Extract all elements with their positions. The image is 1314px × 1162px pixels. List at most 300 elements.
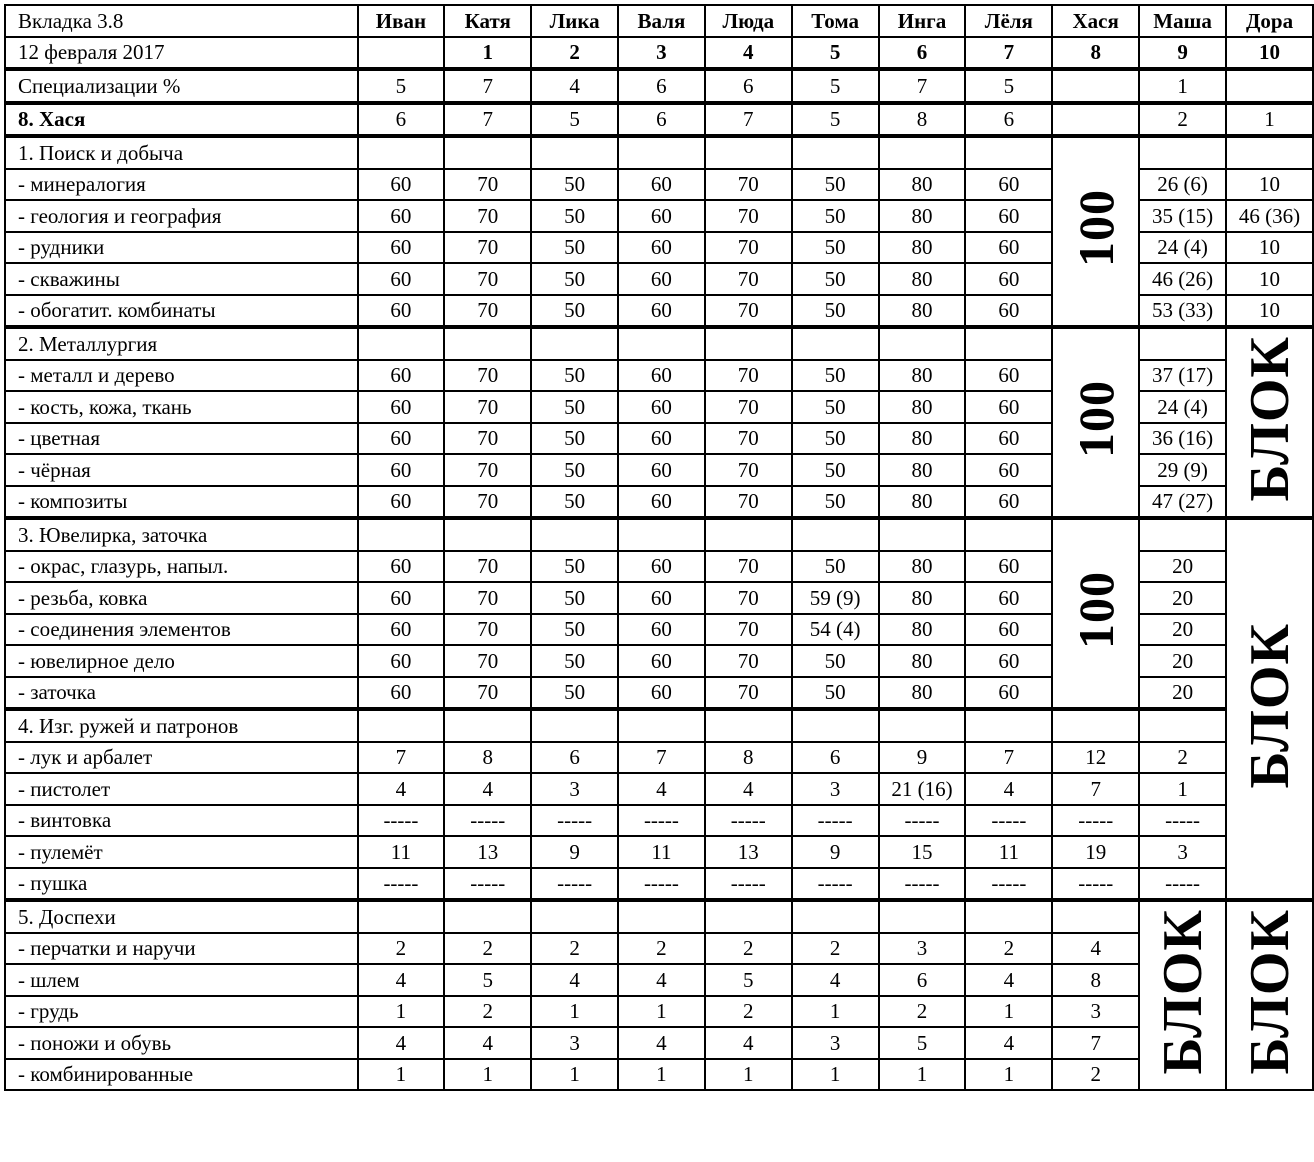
value-cell: 60 — [965, 169, 1052, 201]
table-row — [5, 964, 1313, 996]
table-row — [5, 69, 1313, 103]
value-cell: 5 — [531, 103, 618, 137]
value-cell — [618, 327, 705, 360]
value-cell: 70 — [705, 295, 792, 328]
value-cell: 6 — [965, 103, 1052, 137]
value-cell: 2 — [1139, 742, 1226, 774]
value-cell: 70 — [705, 360, 792, 392]
value-cell — [879, 327, 966, 360]
value-cell: 4 — [965, 964, 1052, 996]
value-cell: 8 — [705, 742, 792, 774]
value-cell — [792, 518, 879, 551]
value-cell: 80 — [879, 582, 966, 614]
row-label: - кость, кожа, ткань — [5, 391, 358, 423]
value-cell: 4 — [965, 1027, 1052, 1059]
value-cell: 3 — [1052, 996, 1139, 1028]
section-title: 5. Доспехи — [5, 900, 358, 933]
value-cell: 60 — [965, 645, 1052, 677]
value-cell: 1 — [792, 1059, 879, 1091]
value-cell: 70 — [705, 232, 792, 264]
value-cell — [792, 327, 879, 360]
value-cell: 7 — [358, 742, 445, 774]
value-cell: 1 — [618, 1059, 705, 1091]
row-label: - минералогия — [5, 169, 358, 201]
value-cell: 50 — [792, 169, 879, 201]
value-cell: ----- — [531, 805, 618, 837]
value-cell: 36 (16) — [1139, 423, 1226, 455]
value-cell: 7 — [1052, 1027, 1139, 1059]
value-cell: 50 — [531, 232, 618, 264]
value-cell: 4 — [444, 773, 531, 805]
value-cell: 4 — [618, 1027, 705, 1059]
row-label: - грудь — [5, 996, 358, 1028]
dora-block-text: БЛОК — [1238, 909, 1301, 1075]
row-label: - винтовка — [5, 805, 358, 837]
value-cell: 1 — [358, 996, 445, 1028]
value-cell: 80 — [879, 614, 966, 646]
value-cell: 21 (16) — [879, 773, 966, 805]
value-cell: ----- — [1139, 805, 1226, 837]
value-cell: 4 — [1052, 933, 1139, 965]
value-cell: ----- — [879, 805, 966, 837]
value-cell: 60 — [618, 423, 705, 455]
value-cell: 29 (9) — [1139, 454, 1226, 486]
value-cell: 1 — [965, 996, 1052, 1028]
value-cell: 50 — [531, 200, 618, 232]
value-cell — [531, 136, 618, 169]
value-cell: 7 — [444, 103, 531, 137]
value-cell: 70 — [705, 645, 792, 677]
value-cell: 70 — [705, 263, 792, 295]
value-cell: 50 — [792, 486, 879, 519]
value-cell: 3 — [879, 933, 966, 965]
value-cell: ----- — [1052, 868, 1139, 901]
value-cell: 20 — [1139, 582, 1226, 614]
value-cell: 60 — [618, 614, 705, 646]
value-cell: 50 — [531, 551, 618, 583]
value-cell: 80 — [879, 169, 966, 201]
row-label: - чёрная — [5, 454, 358, 486]
value-cell: 50 — [531, 360, 618, 392]
value-cell: 60 — [965, 200, 1052, 232]
value-cell — [531, 900, 618, 933]
table-row — [5, 742, 1313, 774]
value-cell: 60 — [358, 295, 445, 328]
value-cell — [879, 900, 966, 933]
row-label: Специализации % — [5, 69, 358, 103]
value-cell: ----- — [965, 868, 1052, 901]
value-cell: 80 — [879, 645, 966, 677]
value-cell: 53 (33) — [1139, 295, 1226, 328]
value-cell — [965, 900, 1052, 933]
table-row — [5, 5, 1313, 37]
table-row — [5, 900, 1313, 933]
value-cell: 80 — [879, 391, 966, 423]
value-cell: 4 — [705, 1027, 792, 1059]
column-header-number: 8 — [1052, 37, 1139, 70]
value-cell — [705, 327, 792, 360]
value-cell: 1 — [965, 1059, 1052, 1091]
value-cell: 70 — [444, 360, 531, 392]
value-cell: 50 — [792, 360, 879, 392]
value-cell: 50 — [792, 423, 879, 455]
column-header-name: Катя — [444, 5, 531, 37]
value-cell: 13 — [444, 836, 531, 868]
value-cell: 2 — [1052, 1059, 1139, 1091]
value-cell — [792, 900, 879, 933]
value-cell: 11 — [358, 836, 445, 868]
value-cell — [444, 136, 531, 169]
table-row — [5, 1027, 1313, 1059]
value-cell: 50 — [792, 454, 879, 486]
column-header-number: 7 — [965, 37, 1052, 70]
value-cell: ----- — [358, 805, 445, 837]
value-cell: 70 — [705, 169, 792, 201]
value-cell: ----- — [705, 868, 792, 901]
value-cell: 13 — [705, 836, 792, 868]
value-cell: 4 — [444, 1027, 531, 1059]
value-cell: 20 — [1139, 551, 1226, 583]
value-cell: 8 — [879, 103, 966, 137]
value-cell — [705, 900, 792, 933]
value-cell: 1 — [1226, 103, 1313, 137]
value-cell: 12 — [1052, 742, 1139, 774]
value-cell: 2 — [965, 933, 1052, 965]
value-cell — [444, 518, 531, 551]
value-cell: 50 — [792, 295, 879, 328]
value-cell: 80 — [879, 295, 966, 328]
value-cell: 5 — [879, 1027, 966, 1059]
row-label: - обогатит. комбинаты — [5, 295, 358, 328]
value-cell: 7 — [618, 742, 705, 774]
value-cell — [1139, 709, 1226, 742]
value-cell: 10 — [1226, 295, 1313, 328]
column-header-name: Дора — [1226, 5, 1313, 37]
row-label: - шлем — [5, 964, 358, 996]
value-cell: 4 — [358, 773, 445, 805]
value-cell: 10 — [1226, 169, 1313, 201]
dora-block-text: БЛОК — [1238, 336, 1301, 502]
value-cell: 70 — [705, 486, 792, 519]
value-cell: 60 — [358, 169, 445, 201]
value-cell: 2 — [705, 996, 792, 1028]
value-cell — [531, 709, 618, 742]
value-cell: 70 — [444, 232, 531, 264]
value-cell: 60 — [618, 200, 705, 232]
value-cell — [531, 327, 618, 360]
value-cell: 50 — [531, 423, 618, 455]
value-cell — [444, 900, 531, 933]
value-cell — [1226, 136, 1313, 169]
masha-block — [1139, 900, 1226, 1090]
value-cell: 10 — [1226, 232, 1313, 264]
value-cell: 50 — [792, 551, 879, 583]
section-title: 1. Поиск и добыча — [5, 136, 358, 169]
column-header-name: Тома — [792, 5, 879, 37]
value-cell: ----- — [444, 805, 531, 837]
row-label: - пистолет — [5, 773, 358, 805]
value-cell: 7 — [1052, 773, 1139, 805]
value-cell: 50 — [792, 200, 879, 232]
value-cell: 59 (9) — [792, 582, 879, 614]
value-cell: 80 — [879, 454, 966, 486]
value-cell — [965, 709, 1052, 742]
value-cell: 4 — [358, 1027, 445, 1059]
value-cell: 70 — [444, 486, 531, 519]
row-label: 8. Хася — [5, 103, 358, 137]
value-cell: 7 — [965, 742, 1052, 774]
value-cell: 8 — [1052, 964, 1139, 996]
value-cell: 9 — [879, 742, 966, 774]
value-cell: 80 — [879, 360, 966, 392]
value-cell: 50 — [792, 645, 879, 677]
value-cell — [965, 518, 1052, 551]
value-cell: 60 — [358, 582, 445, 614]
value-cell: 60 — [358, 423, 445, 455]
value-cell — [705, 136, 792, 169]
value-cell: 70 — [705, 423, 792, 455]
section-title: 4. Изг. ружей и патронов — [5, 709, 358, 742]
value-cell — [879, 709, 966, 742]
value-cell: 6 — [705, 69, 792, 103]
value-cell: 60 — [618, 360, 705, 392]
row-label: - резьба, ковка — [5, 582, 358, 614]
table-row — [5, 518, 1313, 551]
value-cell: 60 — [965, 551, 1052, 583]
value-cell: 70 — [444, 295, 531, 328]
value-cell: 50 — [531, 614, 618, 646]
value-cell: 60 — [965, 677, 1052, 710]
value-cell: ----- — [1139, 868, 1226, 901]
row-label: - окрас, глазурь, напыл. — [5, 551, 358, 583]
row-label: - поножи и обувь — [5, 1027, 358, 1059]
column-header-name: Хася — [1052, 5, 1139, 37]
value-cell: 60 — [965, 486, 1052, 519]
column-header-number: 2 — [531, 37, 618, 70]
value-cell: 9 — [792, 836, 879, 868]
value-cell: 10 — [1226, 263, 1313, 295]
value-cell — [618, 518, 705, 551]
value-cell: ----- — [965, 805, 1052, 837]
value-cell: 70 — [444, 582, 531, 614]
value-cell: 50 — [792, 263, 879, 295]
row-label: - перчатки и наручи — [5, 933, 358, 965]
value-cell — [1226, 69, 1313, 103]
value-cell — [618, 136, 705, 169]
row-label: - скважины — [5, 263, 358, 295]
value-cell: 2 — [444, 933, 531, 965]
value-cell: ----- — [444, 868, 531, 901]
table-row — [5, 327, 1313, 360]
row-label: - лук и арбалет — [5, 742, 358, 774]
value-cell — [1052, 103, 1139, 137]
value-cell: 70 — [705, 582, 792, 614]
value-cell: 70 — [444, 200, 531, 232]
value-cell: 60 — [618, 454, 705, 486]
value-cell: 3 — [1139, 836, 1226, 868]
value-cell: 70 — [705, 614, 792, 646]
value-cell: 80 — [879, 423, 966, 455]
row-label: - пушка — [5, 868, 358, 901]
value-cell — [618, 900, 705, 933]
value-cell — [618, 709, 705, 742]
column-header-number: 10 — [1226, 37, 1313, 70]
table-row — [5, 805, 1313, 837]
value-cell: 2 — [792, 933, 879, 965]
value-cell: 70 — [444, 614, 531, 646]
row-label: - ювелирное дело — [5, 645, 358, 677]
value-cell: 4 — [531, 69, 618, 103]
value-cell: 1 — [531, 1059, 618, 1091]
value-cell: 9 — [531, 836, 618, 868]
value-cell: 60 — [965, 360, 1052, 392]
value-cell — [358, 136, 445, 169]
table-row — [5, 37, 1313, 70]
value-cell: 3 — [792, 773, 879, 805]
value-cell: 60 — [618, 677, 705, 710]
row-label: - соединения элементов — [5, 614, 358, 646]
value-cell: 70 — [705, 677, 792, 710]
value-cell: 5 — [705, 964, 792, 996]
table-row — [5, 136, 1313, 169]
value-cell: 50 — [531, 454, 618, 486]
value-cell: 60 — [618, 486, 705, 519]
value-cell — [792, 709, 879, 742]
value-cell: ----- — [1052, 805, 1139, 837]
value-cell: 70 — [444, 551, 531, 583]
value-cell: 80 — [879, 486, 966, 519]
value-cell: 50 — [531, 295, 618, 328]
value-cell: 50 — [531, 391, 618, 423]
value-cell: 60 — [358, 232, 445, 264]
column-header-name: Валя — [618, 5, 705, 37]
value-cell: 80 — [879, 200, 966, 232]
column-header-name: Люда — [705, 5, 792, 37]
value-cell: 50 — [531, 677, 618, 710]
value-cell: 4 — [618, 964, 705, 996]
row-label: - металл и дерево — [5, 360, 358, 392]
value-cell: 20 — [1139, 677, 1226, 710]
value-cell: ----- — [618, 868, 705, 901]
masha-block-text: БЛОК — [1151, 909, 1214, 1075]
value-cell: 80 — [879, 551, 966, 583]
specialization-table — [4, 4, 1314, 1091]
dora-block-text: БЛОК — [1238, 622, 1301, 789]
value-cell: 1 — [705, 1059, 792, 1091]
value-cell — [358, 709, 445, 742]
row-label: - рудники — [5, 232, 358, 264]
table-row — [5, 709, 1313, 742]
value-cell: 60 — [618, 582, 705, 614]
value-cell: 60 — [965, 614, 1052, 646]
value-cell: 1 — [792, 996, 879, 1028]
value-cell — [358, 518, 445, 551]
value-cell: 60 — [965, 423, 1052, 455]
value-cell: 54 (4) — [792, 614, 879, 646]
value-cell: 1 — [444, 1059, 531, 1091]
value-cell — [1052, 709, 1139, 742]
value-cell: 60 — [618, 645, 705, 677]
hasya-total-text: 100 — [1067, 189, 1124, 267]
value-cell: 60 — [358, 486, 445, 519]
value-cell — [705, 518, 792, 551]
hasya-total-text: 100 — [1067, 380, 1124, 458]
value-cell: 70 — [705, 551, 792, 583]
value-cell: 6 — [618, 69, 705, 103]
value-cell — [1139, 518, 1226, 551]
value-cell: 37 (17) — [1139, 360, 1226, 392]
table-row — [5, 996, 1313, 1028]
value-cell: 7 — [705, 103, 792, 137]
dora-block — [1226, 518, 1313, 900]
value-cell: 24 (4) — [1139, 391, 1226, 423]
value-cell: 60 — [358, 391, 445, 423]
value-cell: 24 (4) — [1139, 232, 1226, 264]
value-cell: 70 — [444, 645, 531, 677]
value-cell: 26 (6) — [1139, 169, 1226, 201]
value-cell — [1052, 69, 1139, 103]
value-cell: 1 — [1139, 69, 1226, 103]
value-cell: 60 — [358, 614, 445, 646]
value-cell: 2 — [531, 933, 618, 965]
value-cell: 70 — [444, 423, 531, 455]
value-cell — [1052, 900, 1139, 933]
value-cell: 80 — [879, 263, 966, 295]
value-cell: 70 — [444, 263, 531, 295]
value-cell — [358, 327, 445, 360]
value-cell: 60 — [358, 200, 445, 232]
value-cell: 60 — [618, 263, 705, 295]
value-cell: 2 — [705, 933, 792, 965]
value-cell: 2 — [358, 933, 445, 965]
value-cell: 4 — [792, 964, 879, 996]
value-cell: 19 — [1052, 836, 1139, 868]
hasya-total — [1052, 136, 1139, 327]
column-header-name: Иван — [358, 5, 445, 37]
value-cell: 20 — [1139, 645, 1226, 677]
value-cell — [1139, 136, 1226, 169]
value-cell: 50 — [531, 169, 618, 201]
value-cell: 70 — [444, 454, 531, 486]
value-cell: 6 — [879, 964, 966, 996]
value-cell — [879, 136, 966, 169]
value-cell: 5 — [792, 69, 879, 103]
hasya-total — [1052, 518, 1139, 709]
value-cell: 3 — [531, 773, 618, 805]
value-cell: 60 — [965, 232, 1052, 264]
column-header-name: Лёля — [965, 5, 1052, 37]
value-cell: 70 — [444, 677, 531, 710]
value-cell: 15 — [879, 836, 966, 868]
hasya-total — [1052, 327, 1139, 518]
value-cell: 20 — [1139, 614, 1226, 646]
column-header-number — [358, 37, 445, 70]
value-cell: 2 — [444, 996, 531, 1028]
value-cell: 6 — [358, 103, 445, 137]
value-cell: 4 — [618, 773, 705, 805]
row-label: - заточка — [5, 677, 358, 710]
value-cell: 1 — [358, 1059, 445, 1091]
value-cell: 7 — [879, 69, 966, 103]
value-cell: 47 (27) — [1139, 486, 1226, 519]
value-cell: 11 — [965, 836, 1052, 868]
value-cell: 70 — [705, 391, 792, 423]
value-cell: 60 — [358, 551, 445, 583]
value-cell: 4 — [531, 964, 618, 996]
table-row — [5, 868, 1313, 901]
value-cell — [965, 327, 1052, 360]
value-cell: 3 — [531, 1027, 618, 1059]
